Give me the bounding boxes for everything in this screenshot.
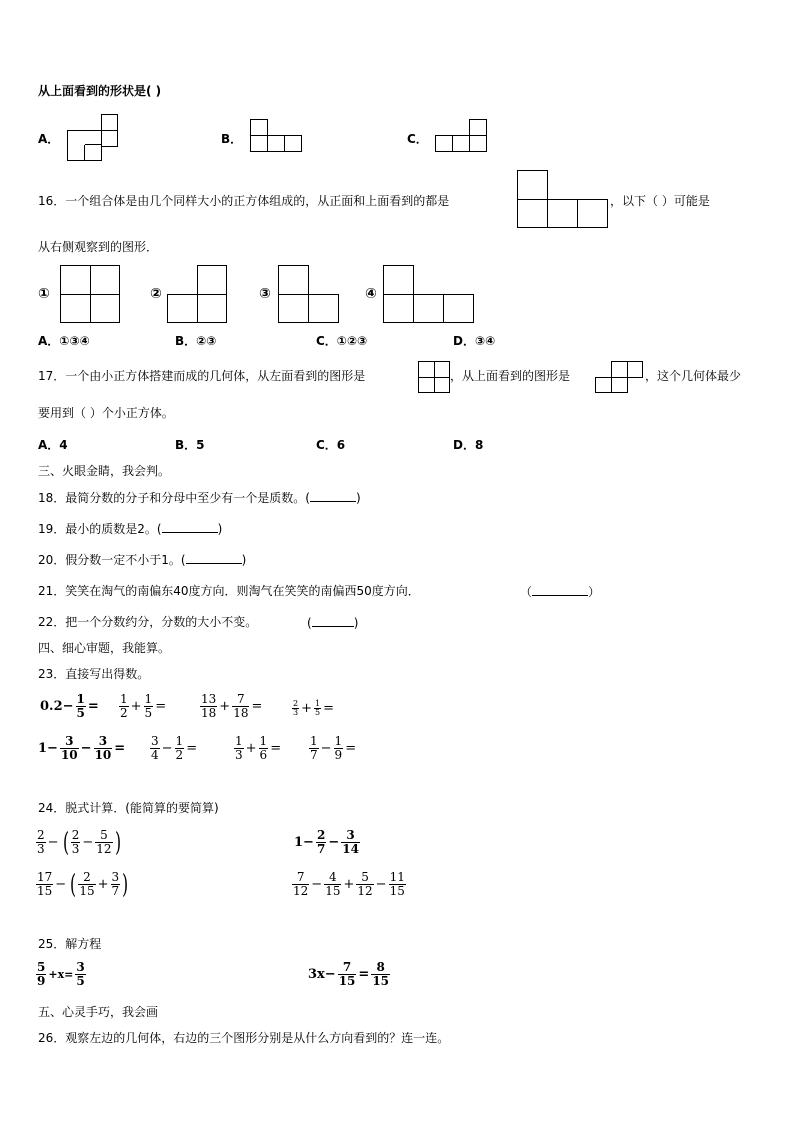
q23-r1-e1: 0.2− $\frac{1}{5}$ = bbox=[40, 692, 99, 720]
q20: 20．假分数一定不小于1。( ) bbox=[38, 553, 247, 567]
q23-r1-e2: $\frac{1}{2}$ + $\frac{1}{5}$ = bbox=[120, 692, 167, 720]
q16-fig3-label: ③ bbox=[259, 286, 271, 302]
q16-line1-b: ，以下（ ）可能是 bbox=[610, 194, 710, 208]
q17-option-b[interactable]: B．5 bbox=[175, 438, 205, 452]
q21-answer: （ ） bbox=[520, 585, 601, 599]
q16-option-a[interactable]: A．①③④ bbox=[38, 334, 90, 348]
q24-e3: $\frac{17}{15}$ − ( $\frac{2}{15}$ + $\frac{3}{7}$ ) bbox=[37, 869, 129, 900]
q26-text: 26．观察左边的几何体，右边的三个图形分别是从什么方向看到的？连一连。 bbox=[38, 1031, 450, 1045]
q24-title: 24．脱式计算．(能简算的要简算) bbox=[38, 801, 219, 815]
q17-line1-b: ，从上面看到的图形是 bbox=[450, 369, 571, 383]
q25-e2: 3x− $\frac{7}{15}$ = $\frac{8}{15}$ bbox=[308, 960, 390, 988]
q17-left-view-figure bbox=[418, 361, 450, 393]
q19-answer-blank[interactable] bbox=[162, 521, 218, 533]
q19: 19．最小的质数是2。( ) bbox=[38, 522, 223, 536]
q15-option-a-label[interactable]: A． bbox=[38, 132, 60, 146]
q17-line2: 要用到（ ）个小正方体。 bbox=[38, 406, 174, 420]
q18: 18．最简分数的分子和分母中至少有一个是质数。( ) bbox=[38, 491, 361, 505]
q16-stem-figure bbox=[517, 170, 609, 228]
q16-option-d[interactable]: D．③④ bbox=[453, 334, 496, 348]
q15-option-c-label[interactable]: C． bbox=[407, 132, 428, 146]
q16-fig1-label: ① bbox=[38, 286, 50, 302]
q16-line2: 从右侧观察到的图形． bbox=[38, 240, 159, 254]
section4-title: 四、细心审题，我能算。 bbox=[38, 641, 171, 655]
q20-text: 20．假分数一定不小于1。( bbox=[38, 553, 186, 567]
q17-line1-c: ，这个几何体最少 bbox=[645, 369, 742, 383]
q15-option-c-figure bbox=[435, 119, 487, 153]
q16-fig3 bbox=[278, 265, 340, 323]
q16-fig1 bbox=[60, 265, 120, 323]
q21-text: 21．笑笑在淘气的南偏东40度方向．则淘气在笑笑的南偏西50度方向． bbox=[38, 584, 420, 598]
q17-line1-a: 17．一个由小正方体搭建而成的几何体，从左面看到的图形是 bbox=[38, 369, 366, 383]
q23-title: 23．直接写出得数。 bbox=[38, 667, 150, 681]
q21-answer-blank[interactable] bbox=[532, 584, 588, 596]
q15-option-b-label[interactable]: B． bbox=[221, 132, 243, 146]
section5-title: 五、心灵手巧，我会画 bbox=[38, 1005, 159, 1019]
q16-line1-a: 16．一个组合体是由几个同样大小的正方体组成的，从正面和上面看到的都是 bbox=[38, 194, 450, 208]
q22-answer: ( ) bbox=[307, 616, 359, 630]
q23-r2-e4: $\frac{1}{7}$ − $\frac{1}{9}$ = bbox=[310, 734, 357, 762]
q16-fig4 bbox=[383, 265, 475, 323]
q19-text: 19．最小的质数是2。( bbox=[38, 522, 162, 536]
q16-fig4-label: ④ bbox=[365, 286, 377, 302]
q23-r2-e1: 1− $\frac{3}{10}$ − $\frac{3}{10}$ = bbox=[38, 734, 126, 762]
q17-option-c[interactable]: C．6 bbox=[316, 438, 346, 452]
q24-e4: $\frac{7}{12}$ − $\frac{4}{15}$ + $\frac{5}{12}$ − $\frac{11}{15}$ bbox=[293, 870, 405, 898]
q16-fig2 bbox=[167, 265, 227, 323]
q22-text: 22．把一个分数约分，分数的大小不变。 bbox=[38, 615, 258, 629]
q17-top-view-figure bbox=[595, 361, 643, 393]
section3-title: 三、火眼金睛，我会判。 bbox=[38, 464, 171, 478]
q18-text: 18．最简分数的分子和分母中至少有一个是质数。( bbox=[38, 491, 310, 505]
q20-answer-blank[interactable] bbox=[186, 552, 242, 564]
q17-option-a[interactable]: A．4 bbox=[38, 438, 68, 452]
q25-e1: $\frac{5}{9}$ +x= $\frac{3}{5}$ bbox=[37, 960, 85, 988]
q24-e1: $\frac{2}{3}$ − ( $\frac{2}{3}$ − $\frac{5}{12}$ ) bbox=[37, 827, 121, 858]
q23-r2-e2: $\frac{3}{4}$ − $\frac{1}{2}$ = bbox=[151, 734, 198, 762]
q22-answer-blank[interactable] bbox=[312, 615, 354, 627]
q23-r1-e3: $\frac{13}{18}$ + $\frac{7}{18}$ = bbox=[201, 692, 263, 720]
q16-fig2-label: ② bbox=[150, 286, 162, 302]
q25-title: 25．解方程 bbox=[38, 937, 102, 951]
q16-option-b[interactable]: B．②③ bbox=[175, 334, 217, 348]
q18-answer-blank[interactable] bbox=[310, 490, 356, 502]
q15-option-a-figure bbox=[67, 114, 119, 162]
q15-option-b-figure bbox=[250, 119, 302, 153]
q17-option-d[interactable]: D．8 bbox=[453, 438, 484, 452]
q23-r1-e4: $\frac{2}{3}$ + $\frac{1}{5}$ = bbox=[293, 699, 334, 717]
q15-stem: 从上面看到的形状是( ) bbox=[38, 84, 162, 98]
q24-e2: 1− $\frac{2}{7}$ − $\frac{3}{14}$ bbox=[294, 828, 359, 856]
q16-option-c[interactable]: C．①②③ bbox=[316, 334, 368, 348]
q23-r2-e3: $\frac{1}{3}$ + $\frac{1}{6}$ = bbox=[235, 734, 282, 762]
